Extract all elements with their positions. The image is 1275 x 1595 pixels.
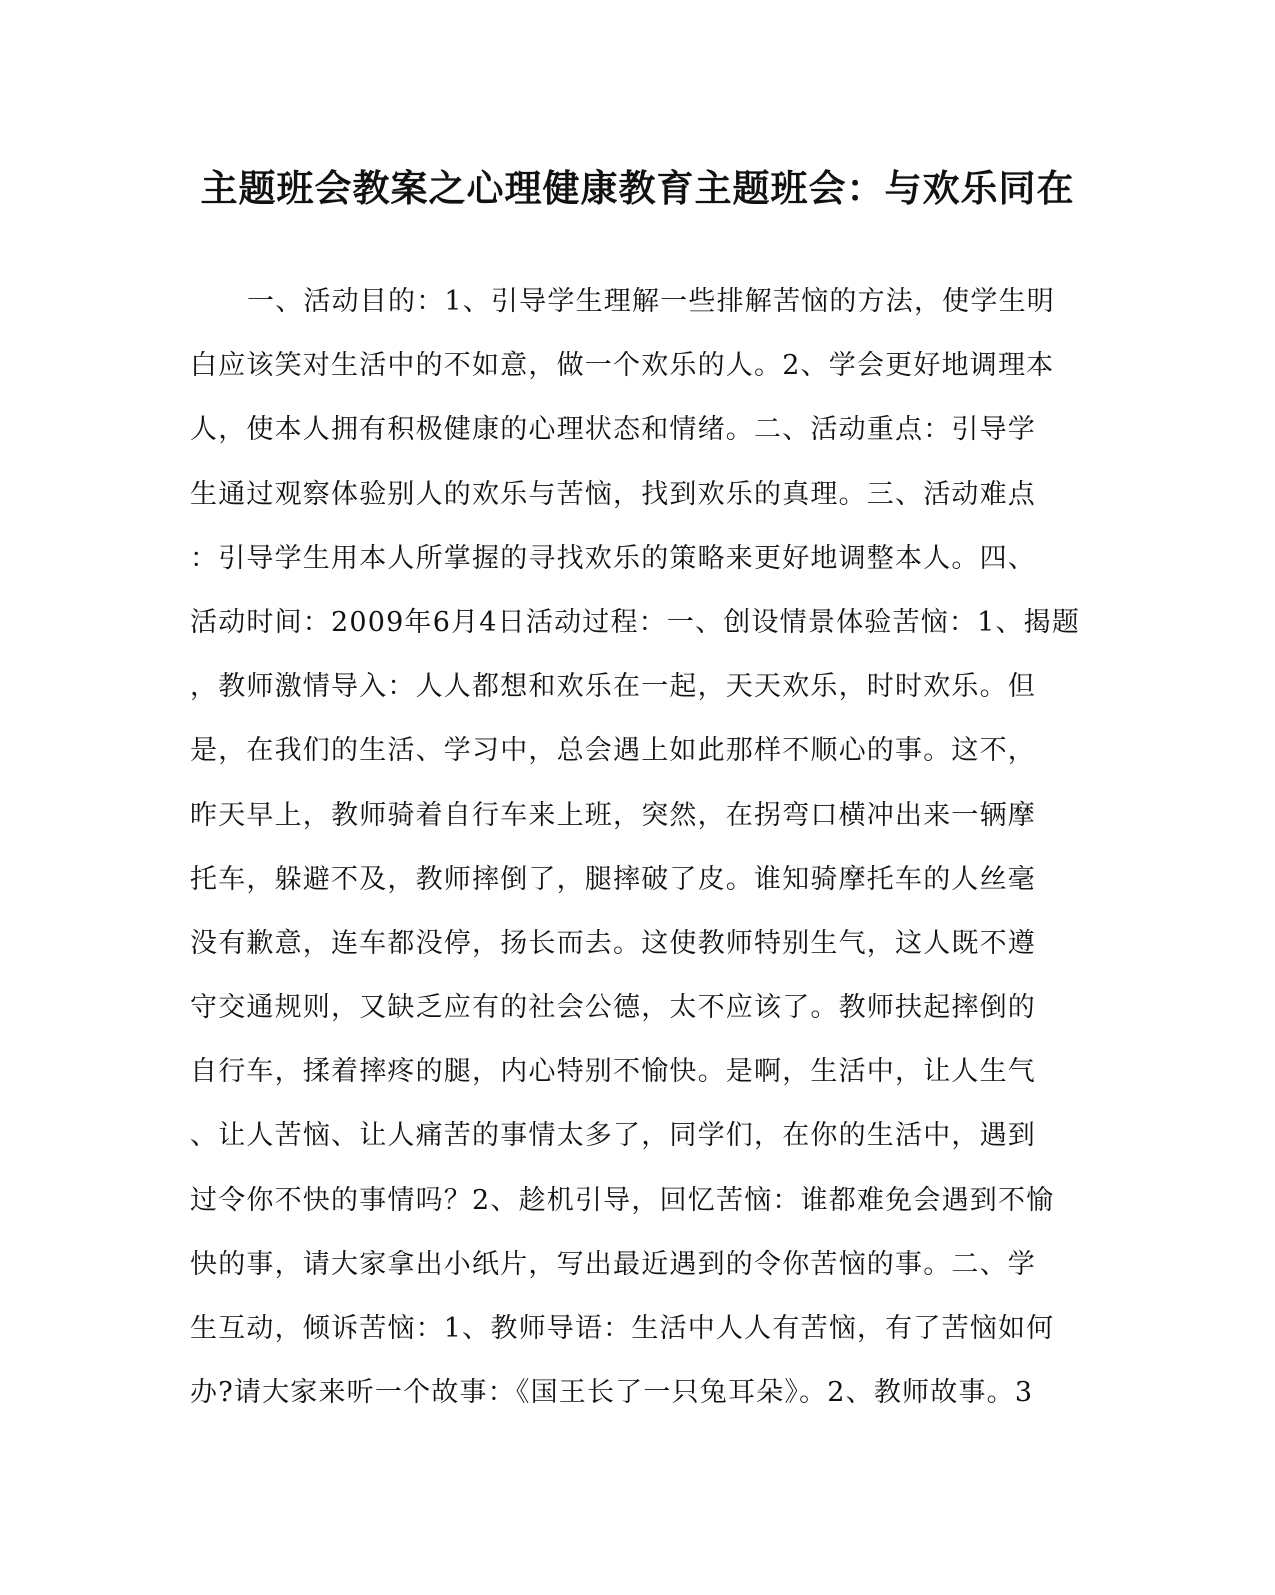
document-body bbox=[190, 270, 1081, 1425]
document-title: 主题班会教案之心理健康教育主题班会：与欢乐同在 bbox=[200, 166, 1075, 210]
body-line: 人，使本人拥有积极健康的心理状态和情绪。二、活动重点：引导学 bbox=[190, 414, 1036, 446]
body-line: 是，在我们的生活、学习中，总会遇上如此那样不顺心的事。这不， bbox=[190, 735, 1036, 767]
body-line: 办?请大家来听一个故事：《国王长了一只兔耳朵》。2、教师故事。3 bbox=[190, 1377, 1034, 1409]
body-line: 一、活动目的：1、引导学生理解一些排解苦恼的方法，使学生明 bbox=[247, 286, 1055, 317]
body-line: 没有歉意，连车都没停，扬长而去。这使教师特别生气，这人既不遵 bbox=[190, 927, 1036, 959]
body-line: 活动时间：2009年6月4日活动过程：一、创设情景体验苦恼：1、揭题 bbox=[190, 606, 1081, 638]
body-line: 生通过观察体验别人的欢乐与苦恼，找到欢乐的真理。三、活动难点 bbox=[190, 478, 1036, 510]
body-line: 白应该笑对生活中的不如意，做一个欢乐的人。2、学会更好地调理本 bbox=[190, 350, 1055, 382]
body-line: 昨天早上，教师骑着自行车来上班，突然，在拐弯口横冲出来一辆摩 bbox=[190, 799, 1036, 831]
body-line: ：引导学生用本人所掌握的寻找欢乐的策略来更好地调整本人。四、 bbox=[190, 542, 1036, 574]
body-line: 快的事，请大家拿出小纸片，写出最近遇到的令你苦恼的事。二、学 bbox=[190, 1248, 1036, 1280]
body-line: ，教师激情导入：人人都想和欢乐在一起，天天欢乐，时时欢乐。但 bbox=[190, 671, 1036, 703]
body-line: 守交通规则，又缺乏应有的社会公德，太不应该了。教师扶起摔倒的 bbox=[190, 992, 1036, 1024]
body-line: 、让人苦恼、让人痛苦的事情太多了，同学们，在你的生活中，遇到 bbox=[190, 1120, 1036, 1152]
body-line: 生互动，倾诉苦恼：1、教师导语：生活中人人有苦恼，有了苦恼如何 bbox=[190, 1313, 1055, 1344]
body-line: 过令你不快的事情吗？2、趁机引导，回忆苦恼：谁都难免会遇到不愉 bbox=[190, 1184, 1055, 1216]
body-line: 自行车，揉着摔疼的腿，内心特别不愉快。是啊，生活中，让人生气 bbox=[190, 1056, 1036, 1088]
body-line: 托车，躲避不及，教师摔倒了，腿摔破了皮。谁知骑摩托车的人丝毫 bbox=[190, 863, 1036, 895]
